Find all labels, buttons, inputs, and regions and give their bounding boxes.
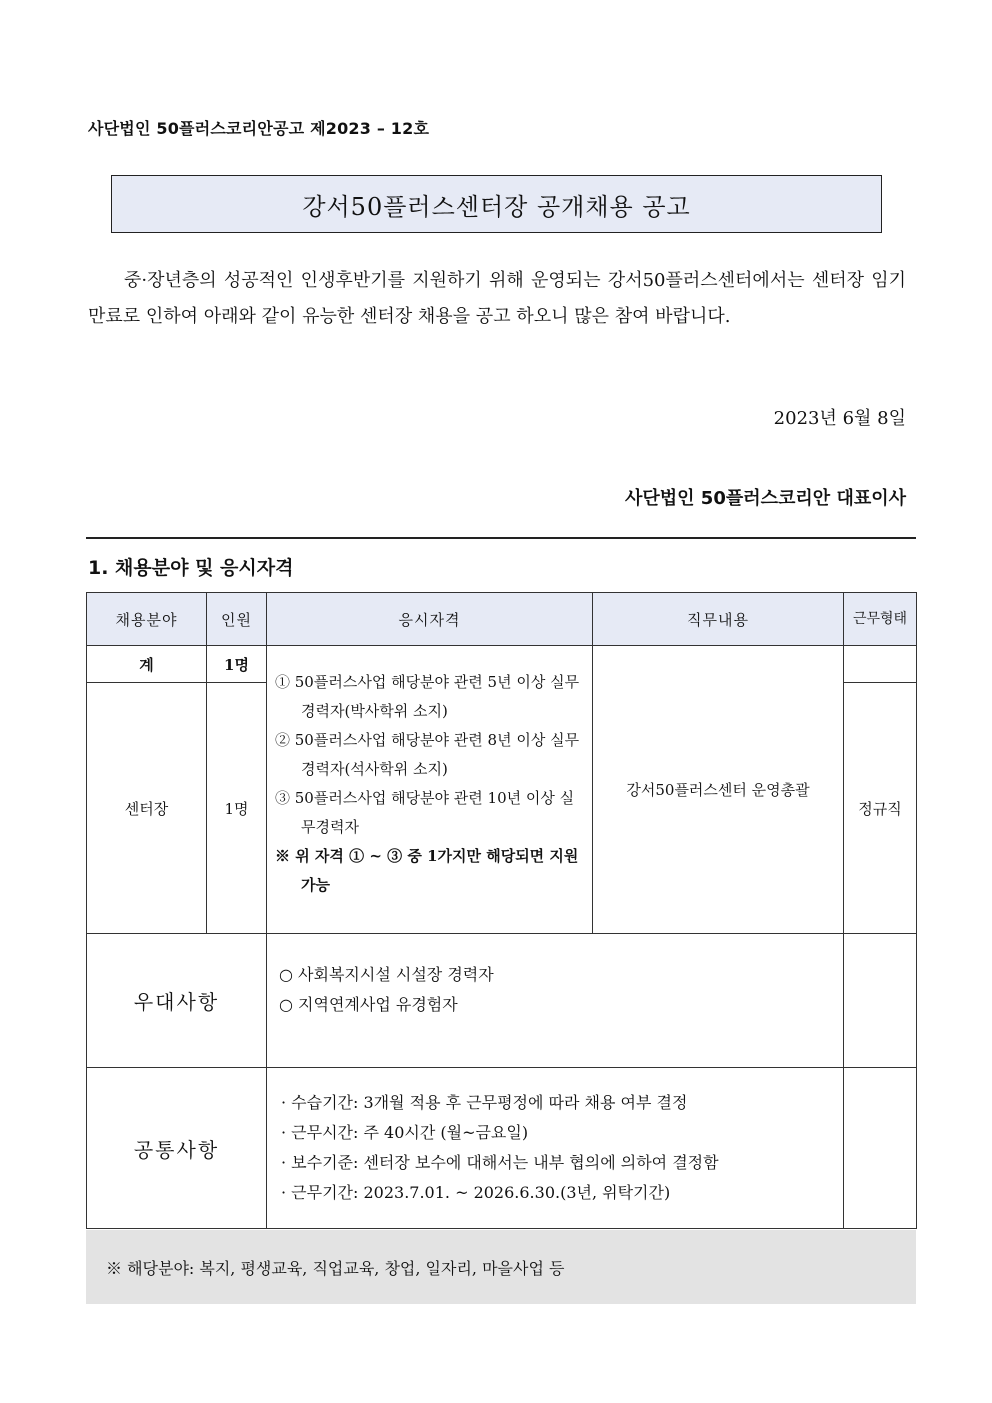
table-header-row <box>87 593 917 646</box>
position-field: 센터장 <box>87 683 207 934</box>
header-employment-type: 근무형태 <box>844 593 917 646</box>
position-count: 1명 <box>207 683 267 934</box>
issuer-signature: 사단법인 50플러스코리안 대표이사 <box>624 488 906 509</box>
page-title: 강서50플러스센터장 공개채용 공고 <box>111 175 882 233</box>
common-list <box>267 1068 844 1229</box>
intro-paragraph: 중·장년층의 성공적인 인생후반기를 지원하기 위해 운영되는 강서50플러스센터에서는 센터장 임기만료로 인하여 아래와 같이 유능한 센터장 채용을 공고 하오니 많은 참여 바랍니다. <box>88 270 906 327</box>
total-count: 1명 <box>207 646 267 683</box>
qualification-item: ② 50플러스사업 해당분야 관련 8년 이상 실무경력자(석사학위 소지) <box>275 731 580 778</box>
header-duty: 직무내용 <box>593 593 844 646</box>
notice-number: 사단법인 50플러스코리안공고 제2023 – 12호 <box>88 119 430 138</box>
preference-item: ○ 사회복지시설 시설장 경력자 <box>279 964 494 984</box>
common-item: · 근무기간: 2023.7.01. ~ 2026.6.30.(3년, 위탁기간) <box>281 1183 671 1202</box>
duty-cell: 강서50플러스센터 운영총괄 <box>593 646 844 934</box>
preference-list <box>267 934 844 1068</box>
qualification-note: ※ 위 자격 ① ~ ③ 중 1가지만 해당되면 지원가능 <box>275 847 579 894</box>
qualification-item: ① 50플러스사업 해당분야 관련 5년 이상 실무경력자(박사학위 소지) <box>275 673 580 720</box>
total-label: 계 <box>87 646 207 683</box>
qualification-cell <box>267 646 593 934</box>
table-row <box>87 934 917 1068</box>
table-row <box>87 1068 917 1229</box>
header-field: 채용분야 <box>87 593 207 646</box>
common-item: · 근무시간: 주 40시간 (월~금요일) <box>281 1123 529 1142</box>
footer-note: ※ 해당분야: 복지, 평생교육, 직업교육, 창업, 일자리, 마을사업 등 <box>86 1230 916 1304</box>
divider <box>86 537 916 539</box>
common-item: · 보수기준: 센터장 보수에 대해서는 내부 협의에 의하여 결정함 <box>281 1153 719 1172</box>
common-label: 공통사항 <box>87 1068 267 1229</box>
preference-label: 우대사항 <box>87 934 267 1068</box>
preference-item: ○ 지역연계사업 유경험자 <box>279 994 458 1014</box>
common-item: · 수습기간: 3개월 적용 후 근무평정에 따라 채용 여부 결정 <box>281 1093 688 1112</box>
employment-type: 정규직 <box>844 683 917 934</box>
section-heading: 1. 채용분야 및 응시자격 <box>88 557 294 579</box>
recruitment-table <box>86 592 917 1229</box>
header-count: 인원 <box>207 593 267 646</box>
header-qualification: 응시자격 <box>267 593 593 646</box>
common-empty <box>844 1068 917 1229</box>
announcement-date: 2023년 6월 8일 <box>773 408 906 429</box>
table-row <box>87 646 917 683</box>
qualification-item: ③ 50플러스사업 해당분야 관련 10년 이상 실무경력자 <box>275 789 575 836</box>
preference-empty <box>844 934 917 1068</box>
total-empty <box>844 646 917 683</box>
